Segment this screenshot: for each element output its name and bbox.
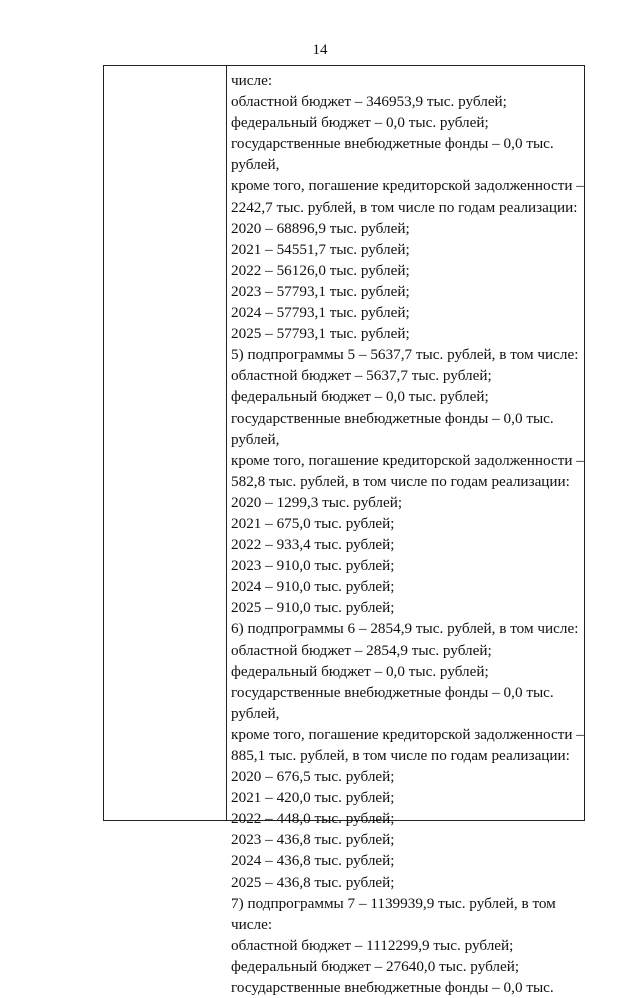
text-line: государственные внебюджетные фонды – 0,0 тыс. — [231, 683, 554, 701]
page-number: 14 — [312, 42, 328, 58]
text-line: 2023 – 910,0 тыс. рублей; — [231, 557, 395, 575]
text-line: рублей, — [231, 704, 280, 722]
text-line: 2024 – 57793,1 тыс. рублей; — [231, 304, 410, 322]
text-line: 2242,7 тыс. рублей, в том числе по годам реализации: — [231, 198, 578, 216]
text-line: государственные внебюджетные фонды – 0,0 тыс. — [231, 135, 554, 153]
text-line: кроме того, погашение кредиторской задолженности – — [231, 725, 584, 743]
text-line: кроме того, погашение кредиторской задолженности – — [231, 177, 584, 195]
text-line: числе: — [231, 72, 273, 89]
text-line: рублей, — [231, 430, 280, 448]
text-line: областной бюджет – 346953,9 тыс. рублей; — [231, 93, 507, 111]
text-line: 582,8 тыс. рублей, в том числе по годам реализации: — [231, 472, 570, 490]
funding-table — [103, 65, 585, 997]
text-line: 2024 – 436,8 тыс. рублей; — [231, 852, 395, 870]
text-line: областной бюджет – 2854,9 тыс. рублей; — [231, 641, 492, 659]
text-line: числе: — [231, 915, 273, 933]
text-line: федеральный бюджет – 0,0 тыс. рублей; — [231, 114, 489, 132]
text-line: 2020 – 676,5 тыс. рублей; — [231, 768, 395, 786]
table-left-cell — [104, 66, 226, 820]
text-line: 2023 – 436,8 тыс. рублей; — [231, 831, 395, 849]
text-line: 2024 – 910,0 тыс. рублей; — [231, 578, 395, 596]
text-line: 2023 – 57793,1 тыс. рублей; — [231, 282, 410, 300]
text-line: 6) подпрограммы 6 – 2854,9 тыс. рублей, в том числе: — [231, 620, 579, 638]
text-line: 2022 – 448,0 тыс. рублей; — [231, 810, 395, 828]
text-line: областной бюджет – 5637,7 тыс. рублей; — [231, 367, 492, 385]
column-divider — [226, 66, 227, 820]
text-line: федеральный бюджет – 0,0 тыс. рублей; — [231, 662, 489, 680]
text-line: 2025 – 57793,1 тыс. рублей; — [231, 325, 410, 343]
text-line: рублей, — [231, 156, 280, 174]
text-line: 2020 – 68896,9 тыс. рублей; — [231, 219, 410, 237]
text-line: 2021 – 420,0 тыс. рублей; — [231, 789, 395, 807]
text-line: 7) подпрограммы 7 – 1139939,9 тыс. рублей, в том — [231, 894, 556, 912]
text-line: 2025 – 910,0 тыс. рублей; — [231, 599, 395, 617]
text-line: областной бюджет – 1112299,9 тыс. рублей; — [231, 936, 514, 954]
text-line: 2021 – 54551,7 тыс. рублей; — [231, 240, 410, 258]
text-line: федеральный бюджет – 27640,0 тыс. рублей; — [231, 957, 520, 975]
text-line: 2022 – 933,4 тыс. рублей; — [231, 536, 395, 554]
text-line: 2021 – 675,0 тыс. рублей; — [231, 514, 395, 532]
text-line: государственные внебюджетные фонды – 0,0 тыс. — [231, 409, 554, 427]
text-line: 2020 – 1299,3 тыс. рублей; — [231, 493, 403, 511]
text-line: федеральный бюджет – 0,0 тыс. рублей; — [231, 388, 489, 406]
text-line: 2022 – 56126,0 тыс. рублей; — [231, 261, 410, 279]
text-line: государственные внебюджетные фонды – 0,0 тыс. — [231, 979, 554, 997]
text-line: кроме того, погашение кредиторской задолженности – — [231, 451, 584, 469]
text-line: 5) подпрограммы 5 – 5637,7 тыс. рублей, в том числе: — [231, 346, 579, 364]
text-line: 2025 – 436,8 тыс. рублей; — [231, 873, 395, 891]
table-right-cell — [231, 70, 584, 998]
text-line: 885,1 тыс. рублей, в том числе по годам реализации: — [231, 747, 570, 764]
